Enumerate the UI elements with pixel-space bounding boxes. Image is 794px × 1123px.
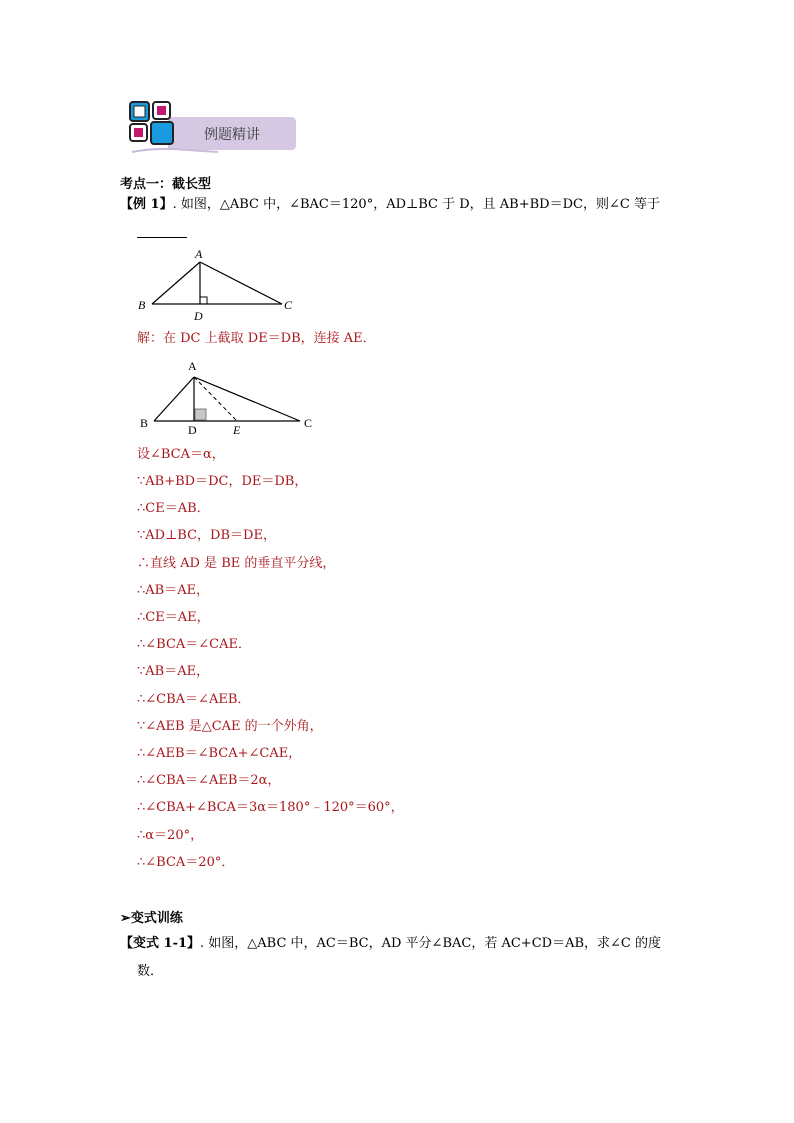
solution-step: ∴CE＝AE， xyxy=(137,610,210,625)
section-banner xyxy=(128,100,298,156)
grid-logo-icon xyxy=(130,102,173,144)
solution-step: ∴直线 AD 是 BE 的垂直平分线， xyxy=(137,556,336,571)
fig1-label-d: D xyxy=(194,309,203,323)
fig1-label-c: C xyxy=(284,298,293,312)
example-question xyxy=(120,196,660,214)
fig2-label-c: C xyxy=(304,416,313,430)
example-tag: 【例 1】 xyxy=(120,197,173,212)
fig1-label-b: B xyxy=(138,298,146,312)
fig2-label-d: D xyxy=(188,423,197,437)
solution-intro: 解：在 DC 上截取 DE＝DB，连接 AE． xyxy=(137,331,376,346)
solution-step: ∴∠CBA+∠BCA＝3α＝180°﹣120°＝60°， xyxy=(137,800,404,815)
fig2-label-a: A xyxy=(188,359,197,373)
figure-1-triangle xyxy=(132,243,302,325)
solution-step: ∵∠AEB 是△CAE 的一个外角， xyxy=(137,719,323,734)
figure-2-triangle xyxy=(132,355,332,440)
fig2-label-e: E xyxy=(233,423,241,437)
solution-step: 设∠BCA＝α， xyxy=(137,447,225,462)
variant-heading: ➢变式训练 xyxy=(120,911,183,926)
solution-step: ∴∠CBA＝∠AEB． xyxy=(137,692,251,707)
example-text: . 如图，△ABC 中，∠BAC＝120°，AD⊥BC 于 D，且 AB+BD＝DC，则∠C 等于 xyxy=(172,197,660,212)
fig2-label-b: B xyxy=(140,416,149,430)
variant-text-line1: . 如图，△ABC 中，AC＝BC，AD 平分∠BAC，若 AC+CD＝AB，求∠C 的度 xyxy=(200,936,661,951)
answer-blank xyxy=(137,237,187,238)
variant-text-line2: 数． xyxy=(137,964,164,979)
solution-step: ∴AB＝AE， xyxy=(137,583,210,598)
solution-step: ∴CE＝AB． xyxy=(137,501,210,516)
solution-step: ∴∠CBA＝∠AEB＝2α， xyxy=(137,773,281,788)
variant-tag: 【变式 1-1】 xyxy=(120,936,201,951)
banner-title: 例题精讲 xyxy=(204,127,260,143)
solution-step: ∴α＝20°， xyxy=(137,828,204,843)
section-heading: 考点一：截长型 xyxy=(120,177,212,192)
fig1-label-a: A xyxy=(195,247,203,261)
solution-step: ∵AD⊥BC，DB＝DE， xyxy=(137,528,276,543)
solution-step: ∴∠AEB＝∠BCA+∠CAE， xyxy=(137,746,302,761)
solution-step: ∵AB+BD＝DC，DE＝DB， xyxy=(137,474,308,489)
solution-step: ∴∠BCA＝20°． xyxy=(137,855,235,870)
solution-step: ∴∠BCA＝∠CAE． xyxy=(137,637,252,652)
solution-step: ∵AB＝AE， xyxy=(137,664,210,679)
variant-question xyxy=(120,935,661,953)
